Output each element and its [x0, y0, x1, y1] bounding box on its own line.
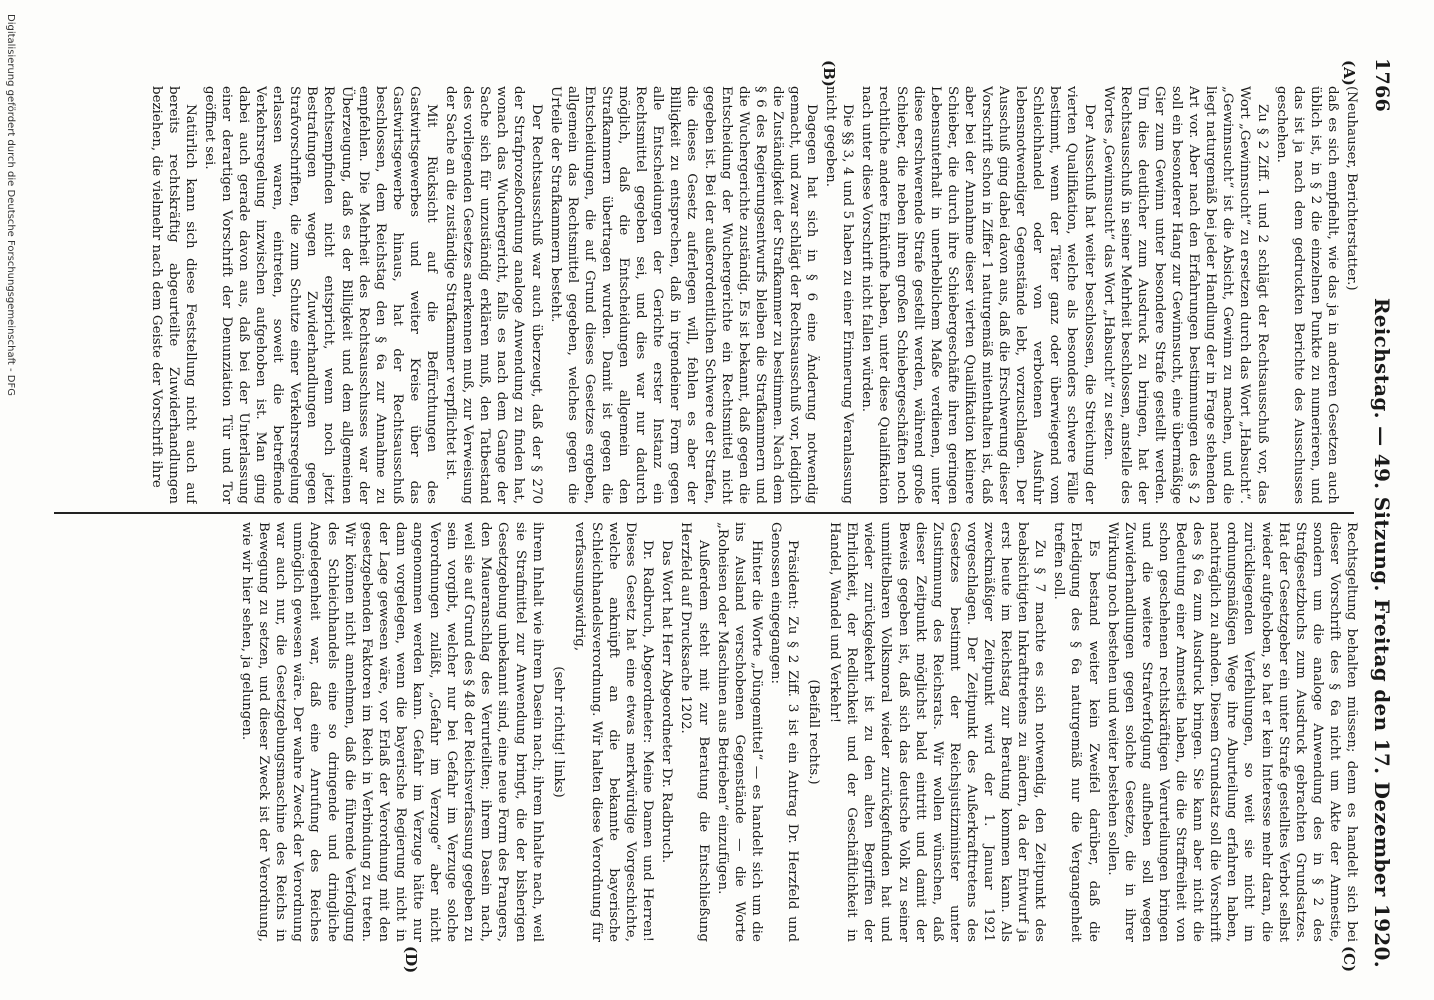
- paragraph: Natürlich kann sich diese Feststellung nicht auch auf bereits rechtskräftig abgeurteilte Zuwiderhandlungen beziehen, die vielmehr nach dem Geiste der Vorschrift ihre: [148, 86, 198, 504]
- paragraph: (Neuhauser, Berichterstatter.): [1344, 86, 1359, 291]
- paragraph: Außerdem steht mit zur Beratung die Entschließung Herzfeld auf Drucksache 1202.: [678, 522, 711, 942]
- paragraph: daß es sich empfiehlt, wie das ja in anderen Gesetzen auch üblich ist, in § 2 die einzelnen Punkte zu numerieren, und das ist ja nach dem gedruckten Berichte des Ausschusses geschehen.: [1273, 86, 1340, 504]
- paragraph: Dagegen hat sich in § 6 eine Änderung notwendig gemacht, und zwar schlägt der Rechtsausschuß vor, lediglich die Zuständigkeit der Strafkammer zu bestimmen. Nach dem § 6 des Regierungsentwurfs bleiben die Strafkammern und die Wuchergerichte zuständig. Es ist bekannt, daß gegen die Entscheidung der Wuchergerichte ein Rechtsmittel nicht gegeben ist. Bei der außerordentlichen Schwere der Strafen, die dieses Gesetz auferlegen will, fehlen es aber der Billigkeit zu entsprechen, daß in irgendeiner Form gegen alle Entscheidungen der Gerichte erster Instanz ein Rechtsmittel gegeben sei, und dies war nur dadurch möglich, daß die Entscheidungen allgemein den Strafkammern übertragen wurden. Damit ist gegen die Entscheidungen, die auf Grund dieses Gesetzes ergeben, allgemein das Rechtsmittel gegeben, welches gegen die Urteile der Strafkammern besteht.: [547, 86, 820, 504]
- paragraph: Zu § 7 machte es sich notwendig, den Zeitpunkt des beabsichtigten Inkrafttretens zu ändern, da der Entwurf ja erst heute im Reichstag zur Beratung kommen kann. Als zweckmäßiger Zeitpunkt wird der 1. Januar 1921 vorgeschlagen. Der Zeitpunkt des Außerkrafttretens des Gesetzes bestimmt der Reichsjustizminister unter Zustimmung des Reichsrats. Wir wollen wünschen, daß dieser Zeitpunkt möglichst bald eintritt und damit der Beweis gegeben ist, daß sich das deutsche Volk zu seiner unmittelbaren Volksmoral wieder zurückgefunden hat und wieder zurückgekehrt ist zu den alten Begriffen der Ehrlichkeit, der Redlichkeit und der Geschäftlichkeit in Handel, Wandel und Verkehr!: [827, 522, 1048, 942]
- paragraph: Das Wort hat Herr Abgeordneter Dr. Radbruch.: [659, 540, 675, 864]
- applause-note: (Beifall rechts.): [806, 679, 822, 785]
- page-title: Reichstag. — 49. Sitzung. Freitag den 17. Dezember 1920.: [1370, 297, 1394, 968]
- paragraph: Mit Rücksicht auf die Befürchtungen des Gastwirtsgewerbes und weiter Kreise über das Gastwirtsgewerbe hinaus, hat der Rechtsausschuß beschlossen, dem Reichstag den § 6a zur Annahme zu empfehlen. Die Mehrheit des Rechtsausschusses war der Überzeugung, daß es der Billigkeit und dem allgemeinen Rechtsempfinden nicht entspricht, wenn noch jetzt Bestrafungen wegen Zuwiderhandlungen gegen Strafvorschriften, die zum Schutze einer Verkehrsregelung erlassen waren, eintreten, soweit die betreffende Verkehrsregelung inzwischen aufgehoben ist. Man ging dabei auch gerade davon aus, daß bei der Unterlassung einer derartigen Vorschrift der Denunziation Tür und Tor geöffnet sei.: [201, 86, 440, 504]
- right-text-column: [50, 522, 1360, 942]
- page-header: [1368, 58, 1396, 968]
- paragraph: Es bestand weiter kein Zweifel darüber, daß die Erledigung des § 6a naturgemäß nur die Vergangenheit treffen soll.: [1051, 522, 1101, 942]
- paragraph: Der Ausschuß hat weiter beschlossen, die Streichung der vierten Qualifikation, welche als besonders schwere Fälle bestimmt, wenn der Täter ganz oder überwiegend vom Schleichhandel oder von verbotenen Ausfuhr lebensnotwendiger Gegenstände lebt, vorzuschlagen. Der Ausschuß ging dabei davon aus, daß die Erschwerung dieser Vorschrift schon in Ziffer 1 naturgemäß mitenthalten ist, daß aber bei der Annahme dieser vierten Qualifikation kleinere Schieber, die durch ihre Schiebergeschäfte ihren geringen Lebensunterhalt in unerheblichem Maße verdienen, unter diese erschwerende Strafe gestellt werden, während große Schieber, die neben ihren großen Schiebergeschäften noch rechtliche andere Einkünfte haben, unter diese Qualifikation nach unter diese Vorschrift nicht fallen würden.: [859, 86, 1097, 504]
- section-marker-b: (B): [820, 60, 838, 87]
- paragraph: Dr. Radbruch, Abgeordneter: Meine Damen und Herren! Dieses Gesetz hat eine etwas merkwürdige Vorgeschichte, welche anknüpft an die bekannte bayerische Schleichhandelsverordnung. Wir halten diese Verordnung für verfassungswidrig,: [571, 522, 656, 942]
- section-marker-c: (C): [1340, 946, 1358, 973]
- paragraph: Hinter die Worte „Düngemittel“ — es handelt sich um die ins Ausland verschobenen Gegenstände — die Worte „Roheisen oder Maschinen aus Betrieben“ einzufügen.: [714, 522, 764, 942]
- section-marker-a: (A): [1340, 60, 1358, 86]
- section-marker-d: (D): [402, 946, 420, 974]
- digitization-credit: Digitalisierung gefördert durch die Deutsche Forschungsgemeinschaft - DFG: [5, 14, 16, 397]
- paragraph: ihrem Inhalt wie ihrem Dasein nach; ihrem Inhalte nach, weil sie Strafmittel zur Anwendung bringt, die der bisherigen Gesetzgebung unbekannt sind, eine neue Form des Prangers, den Maueranschlag des Verurteilten; ihrem Dasein nach, weil sie auf Grund des § 48 der Reichsverfassung gegeben zu sein vorgibt, welcher nur bei Gefahr im Verzuge solche Verordnungen zuläßt, „Gefahr im Verzuge“ aber nicht angenommen werden kann. Gefahr im Verzuge hätte nur dann vorgelegen, wenn die bayerische Regierung nicht in der Lage gewesen wäre, vor Erlaß der Verordnung mit den gesetzgebenden Faktoren im Reich in Verbindung zu treten. Wir können nicht annehmen, daß die führende Verfolgung des Schleichhandels eine so dringende und dringliche Angelegenheit war, daß eine Anrufung des Reiches unmöglich gewesen wäre. Der wahre Zweck der Verordnung war auch nur, die Gesetzgebungsmaschine des Reichs in Bewegung zu setzen, und dieser Zweck ist der Verordnung, wie wir hier sehen, ja gelungen.: [239, 522, 545, 942]
- column-divider: [54, 512, 1354, 514]
- page-number: 1766: [1371, 58, 1393, 113]
- paragraph: Zu § 2 Ziff. 1 und 2 schlägt der Rechtsausschuß vor, das Wort „Gewinnsucht“ zu ersetzen durch das Wort „Habsucht“. „Gewinnsucht“ ist die Absicht, Gewinn zu machen, und die liegt naturgemäß bei jeder Handlung der in Frage stehenden Art vor. Aber nach den Erfahrungen bestimmungen des § 2 soll ein besonderer Hang zur Gewinnsucht, eine übermäßige Gier zum Gewinn unter besondere Strafe gestellt werden. Um dies deutlicher zum Ausdruck zu bringen, hat der Rechtsausschuß in seiner Mehrheit beschlossen, anstelle des Wortes „Gewinnsucht“ das Wort „Habsucht“ zu setzen.: [1100, 86, 1270, 504]
- paragraph: Rechtsgeltung behalten müssen; denn es handelt sich bei dieser Vorschrift des § 6a nicht um Akte der Amnestie, sondern um die analoge Anwendung des in § 2 des Strafgesetzbuchs zum Ausdruck gebrachten Grundsatzes. Hat der Gesetzgeber ein unter Strafe gestelltes Verbot selbst wieder aufgehoben, so hat er kein Interesse mehr daran, die zurückliegenden Verfehlungen, so weit sie nicht im ordnungsmäßigen Wege ihre Aburteilung erfahren haben, nachträglich zu ahnden. Diesem Grundsatz soll die Vorschrift des § 6a zum Ausdruck bringen. Sie kann aber nicht die Bedeutung einer Amnestie haben, die die Straffreiheit von schon geschehenen rechtskräftigen Verurteilungen bringen und die weitere Strafverfolgung aufheben soll wegen Zuwiderhandlungen gegen solche Gesetze, die in ihrer Wirkung noch bestehen und weiter bestehen sollen.: [1104, 522, 1359, 942]
- paragraph: Die §§ 3, 4 und 5 haben zu einer Erinnerung Veranlassung nicht gegeben.: [823, 86, 856, 504]
- paragraph: Präsident: Zu § 2 Ziff. 3 ist ein Antrag Dr. Herzfeld und Genossen eingegangen:: [767, 522, 800, 942]
- left-text-column: [50, 86, 1360, 504]
- interjection-note: (sehr richtig! links): [550, 666, 566, 798]
- paragraph: Der Rechtsausschuß war auch überzeugt, daß der § 270 der Strafprozeßordnung analoge Anwendung zu finden hat, wonach das Wuchergericht, falls es nach dem Gange der Sache sich für unzuständig erklären muß, den Tatbestand des vorliegenden Gesetzes anerkennen muß, zur Verweisung der Sache an die zuständige Strafkammer verpflichtet ist.: [443, 86, 544, 504]
